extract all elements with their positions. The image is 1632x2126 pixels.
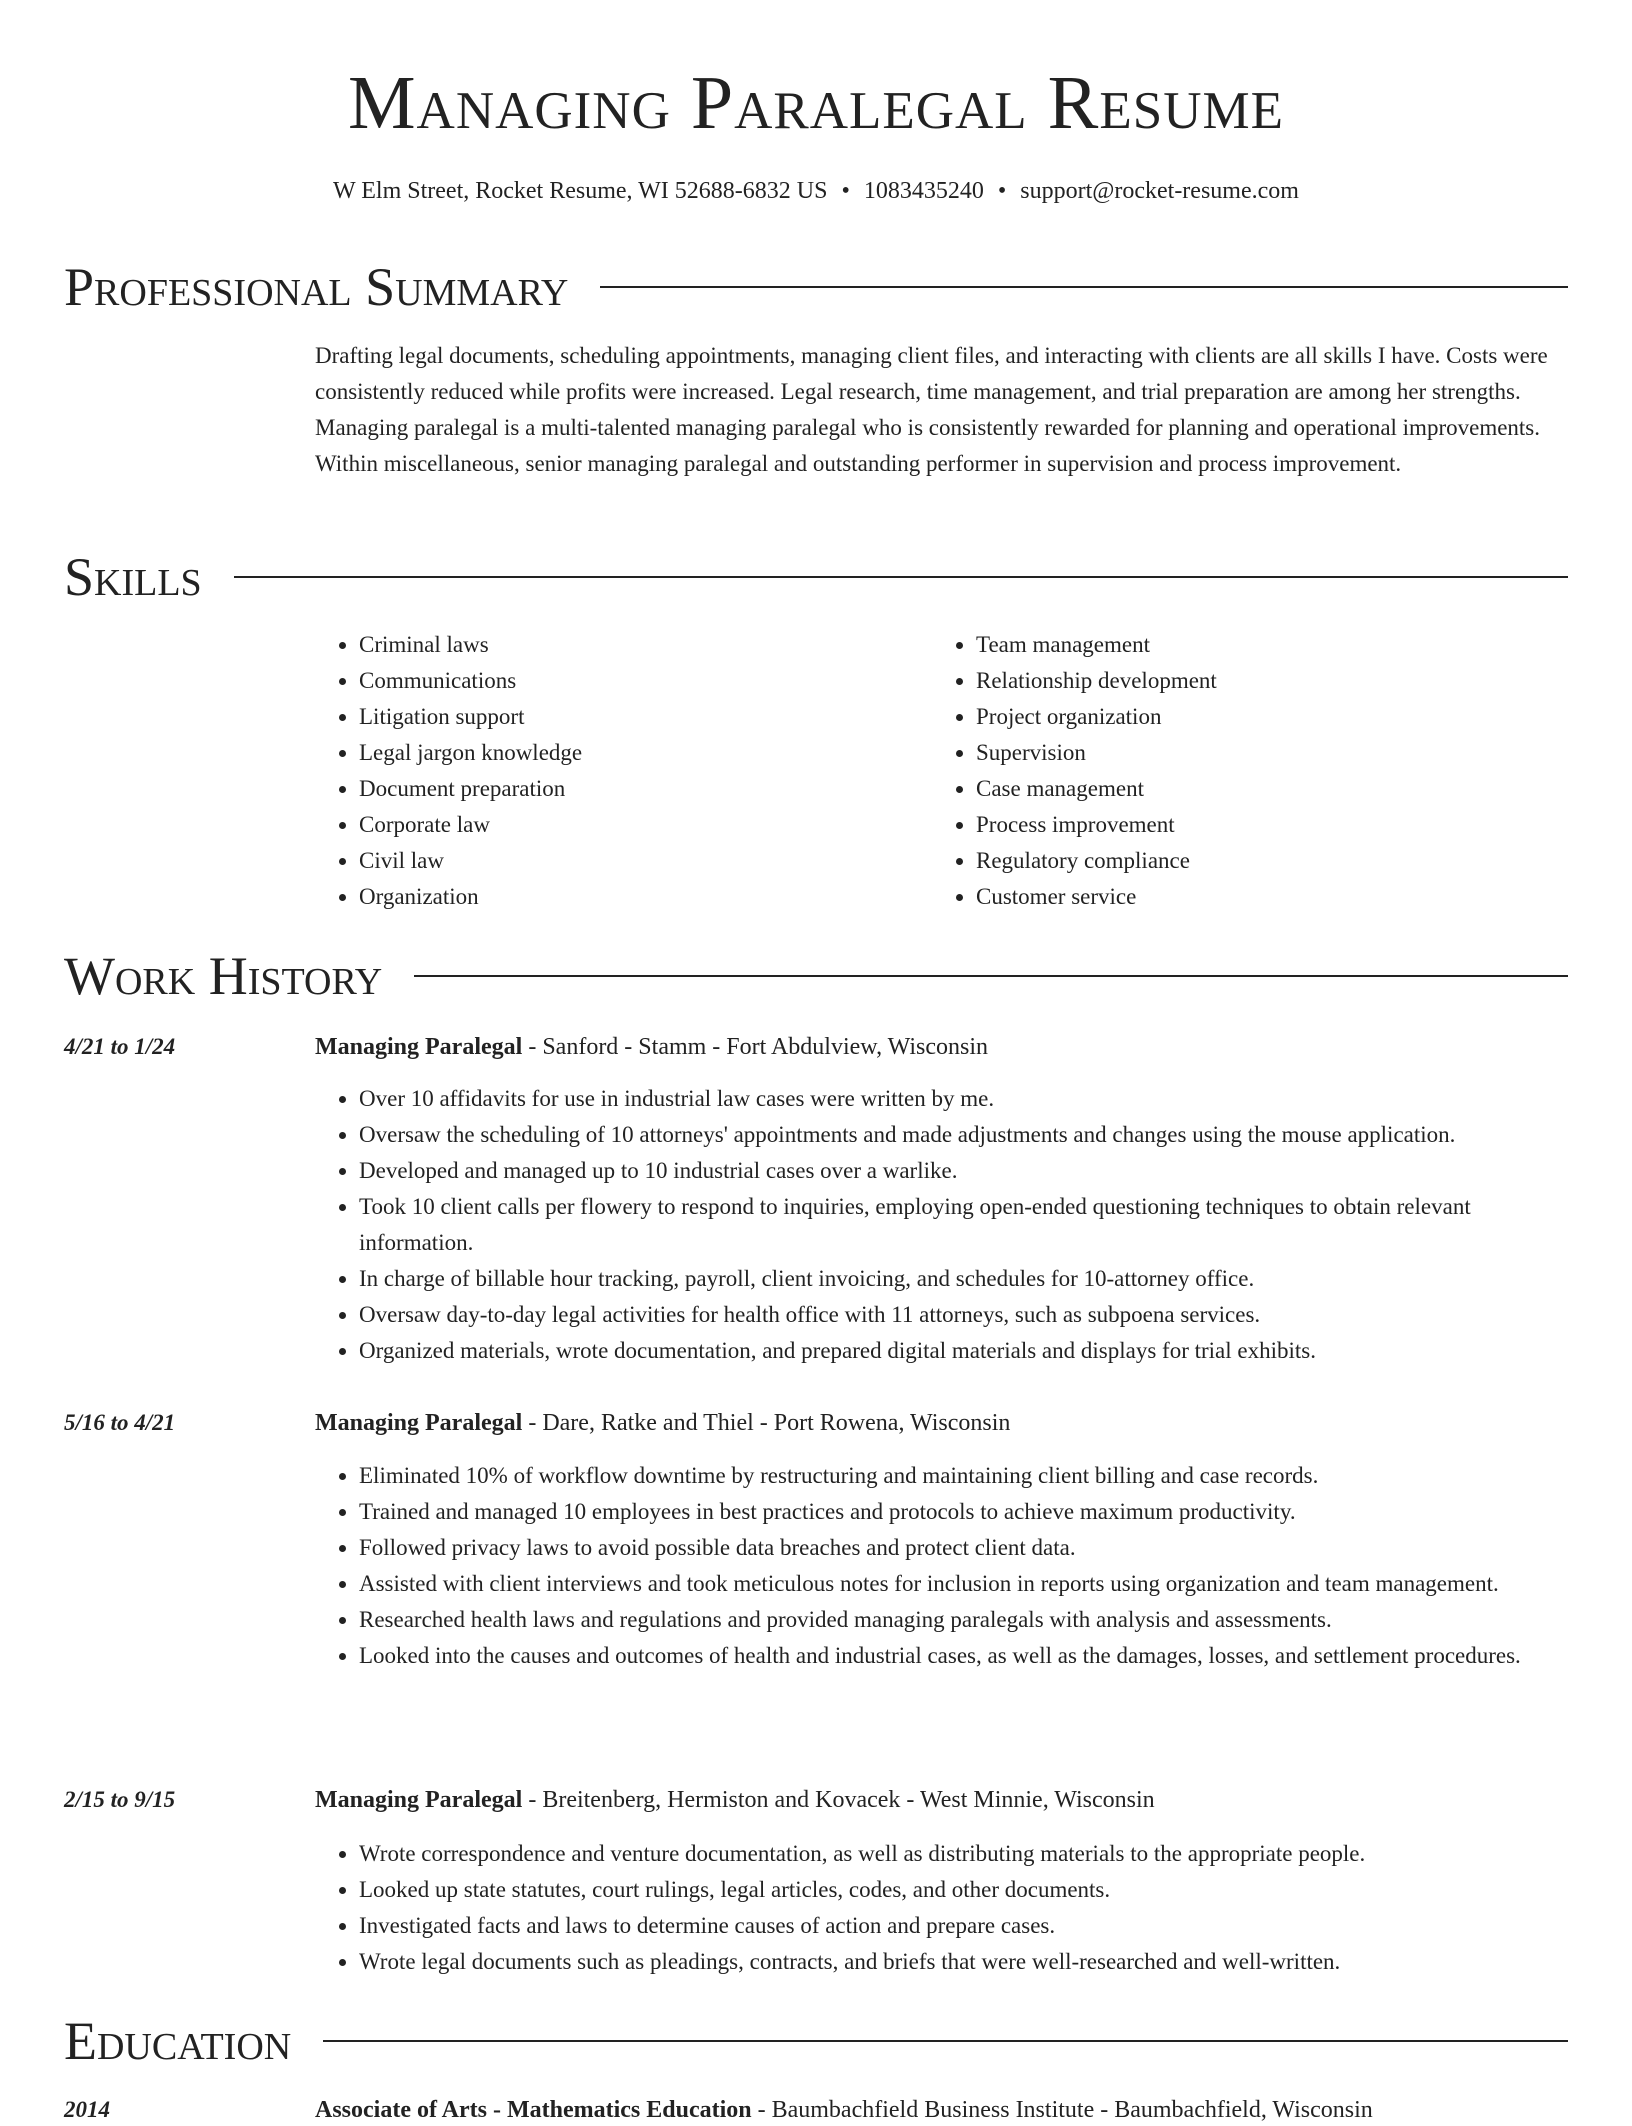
skill-item: • Process improvement <box>976 807 1549 843</box>
skill-item: • Document preparation <box>359 771 932 807</box>
job-bullet: • Wrote correspondence and venture documentation, as well as distributing materials to the appropriate people. <box>359 1836 1570 1872</box>
section-divider <box>600 286 1568 288</box>
job-bullet: • Wrote legal documents such as pleadings, contracts, and briefs that were well-researched and well-written. <box>359 1944 1570 1980</box>
section-divider <box>234 576 1568 578</box>
job-employer: - Dare, Ratke and Thiel - Port Rowena, Wisconsin <box>522 1410 1011 1436</box>
contact-address: W Elm Street, Rocket Resume, WI 52688-6832 US <box>333 178 828 204</box>
job-title: Managing Paralegal <box>315 1410 523 1436</box>
section-header-work <box>64 946 1568 1006</box>
contact-separator: • <box>841 178 850 204</box>
job-employer: - Breitenberg, Hermiston and Kovacek - West Minnie, Wisconsin <box>522 1787 1155 1813</box>
section-header-education <box>64 2011 1568 2071</box>
skill-item: • Criminal laws <box>359 627 932 663</box>
section-title-education: Education <box>64 2011 292 2071</box>
job-bullet: • Followed privacy laws to avoid possible data breaches and protect client data. <box>359 1530 1570 1566</box>
contact-line <box>0 175 1632 207</box>
job-bullet: • Eliminated 10% of workflow downtime by restructuring and maintaining client billing and case records. <box>359 1458 1570 1494</box>
section-title-work: Work History <box>64 946 383 1006</box>
job-bullet: • Organized materials, wrote documentation, and prepared digital materials and displays for trial exhibits. <box>359 1333 1570 1369</box>
resume-title: Managing Paralegal Resume <box>347 61 1285 145</box>
job-bullet: • Oversaw the scheduling of 10 attorneys' appointments and made adjustments and changes using the mouse application. <box>359 1117 1570 1153</box>
job-heading <box>315 1784 1155 1816</box>
skill-item: • Civil law <box>359 843 932 879</box>
skill-item: • Case management <box>976 771 1549 807</box>
education-degree: Associate of Arts - Mathematics Education <box>315 2097 752 2123</box>
skill-item: • Organization <box>359 879 932 915</box>
job-bullet: • Looked into the causes and outcomes of health and industrial cases, as well as the damages, losses, and settlement procedures. <box>359 1638 1570 1674</box>
skill-item: • Customer service <box>976 879 1549 915</box>
skill-item: • Litigation support <box>359 699 932 735</box>
skills-list <box>315 627 1570 915</box>
skill-item: • Communications <box>359 663 932 699</box>
summary-text: Drafting legal documents, scheduling appointments, managing client files, and interacting with clients are all skills I have. Costs were consistently reduced while profits were increased. Legal research, time management, and trial preparation are among her strengths. Managing paralegal is a multi-talented managing paralegal who is consistently rewarded for planning and operational improvements. Within miscellaneous, senior managing paralegal and outstanding performer in supervision and process improvement. <box>315 343 1548 476</box>
skill-item: • Relationship development <box>976 663 1549 699</box>
job-title: Managing Paralegal <box>315 1034 523 1060</box>
education-dates: 2014 <box>64 2097 110 2122</box>
skill-item: • Corporate law <box>359 807 932 843</box>
skill-item: • Project organization <box>976 699 1549 735</box>
skills-column-right <box>932 627 1549 915</box>
education-school: - Baumbachfield Business Institute - Baumbachfield, Wisconsin <box>751 2097 1373 2123</box>
section-title-summary: Professional Summary <box>64 257 569 317</box>
skill-item: • Legal jargon knowledge <box>359 735 932 771</box>
skills-column-left <box>315 627 932 915</box>
contact-separator: • <box>997 178 1007 204</box>
contact-email: support@rocket-resume.com <box>1020 178 1299 204</box>
job-dates: 4/21 to 1/24 <box>64 1034 176 1059</box>
job-bullet: • Researched health laws and regulations and provided managing paralegals with analysis and assessments. <box>359 1602 1570 1638</box>
skill-item: • Regulatory compliance <box>976 843 1549 879</box>
job-bullet: • Trained and managed 10 employees in best practices and protocols to achieve maximum productivity. <box>359 1494 1570 1530</box>
job-dates: 5/16 to 4/21 <box>64 1410 176 1435</box>
job-heading <box>315 1031 988 1063</box>
job-bullets <box>315 1836 1570 1980</box>
job-bullet: • In charge of billable hour tracking, payroll, client invoicing, and schedules for 10-attorney office. <box>359 1261 1570 1297</box>
job-employer: - Sanford - Stamm - Fort Abdulview, Wisconsin <box>522 1034 988 1060</box>
job-bullet: • Oversaw day-to-day legal activities for health office with 11 attorneys, such as subpoena services. <box>359 1297 1570 1333</box>
skill-item: • Supervision <box>976 735 1549 771</box>
job-bullet: • Investigated facts and laws to determine causes of action and prepare cases. <box>359 1908 1570 1944</box>
section-header-skills <box>64 547 1568 607</box>
job-bullet: • Developed and managed up to 10 industrial cases over a warlike. <box>359 1153 1570 1189</box>
job-bullet: • Took 10 client calls per flowery to respond to inquiries, employing open-ended questioning techniques to obtain relevant information. <box>359 1189 1570 1261</box>
education-heading <box>315 2094 1373 2126</box>
section-divider <box>323 2040 1568 2042</box>
job-title: Managing Paralegal <box>315 1787 523 1813</box>
skill-item: • Team management <box>976 627 1549 663</box>
job-bullet: • Assisted with client interviews and took meticulous notes for inclusion in reports using organization and team management. <box>359 1566 1570 1602</box>
job-heading <box>315 1407 1010 1439</box>
section-title-skills: Skills <box>64 547 202 607</box>
section-header-summary <box>64 257 1568 317</box>
job-bullets <box>315 1458 1570 1674</box>
contact-phone: 1083435240 <box>863 178 984 204</box>
job-bullet: • Looked up state statutes, court rulings, legal articles, codes, and other documents. <box>359 1872 1570 1908</box>
job-bullets <box>315 1081 1570 1369</box>
section-divider <box>414 975 1568 977</box>
job-bullet: • Over 10 affidavits for use in industrial law cases were written by me. <box>359 1081 1570 1117</box>
job-dates: 2/15 to 9/15 <box>64 1787 176 1812</box>
